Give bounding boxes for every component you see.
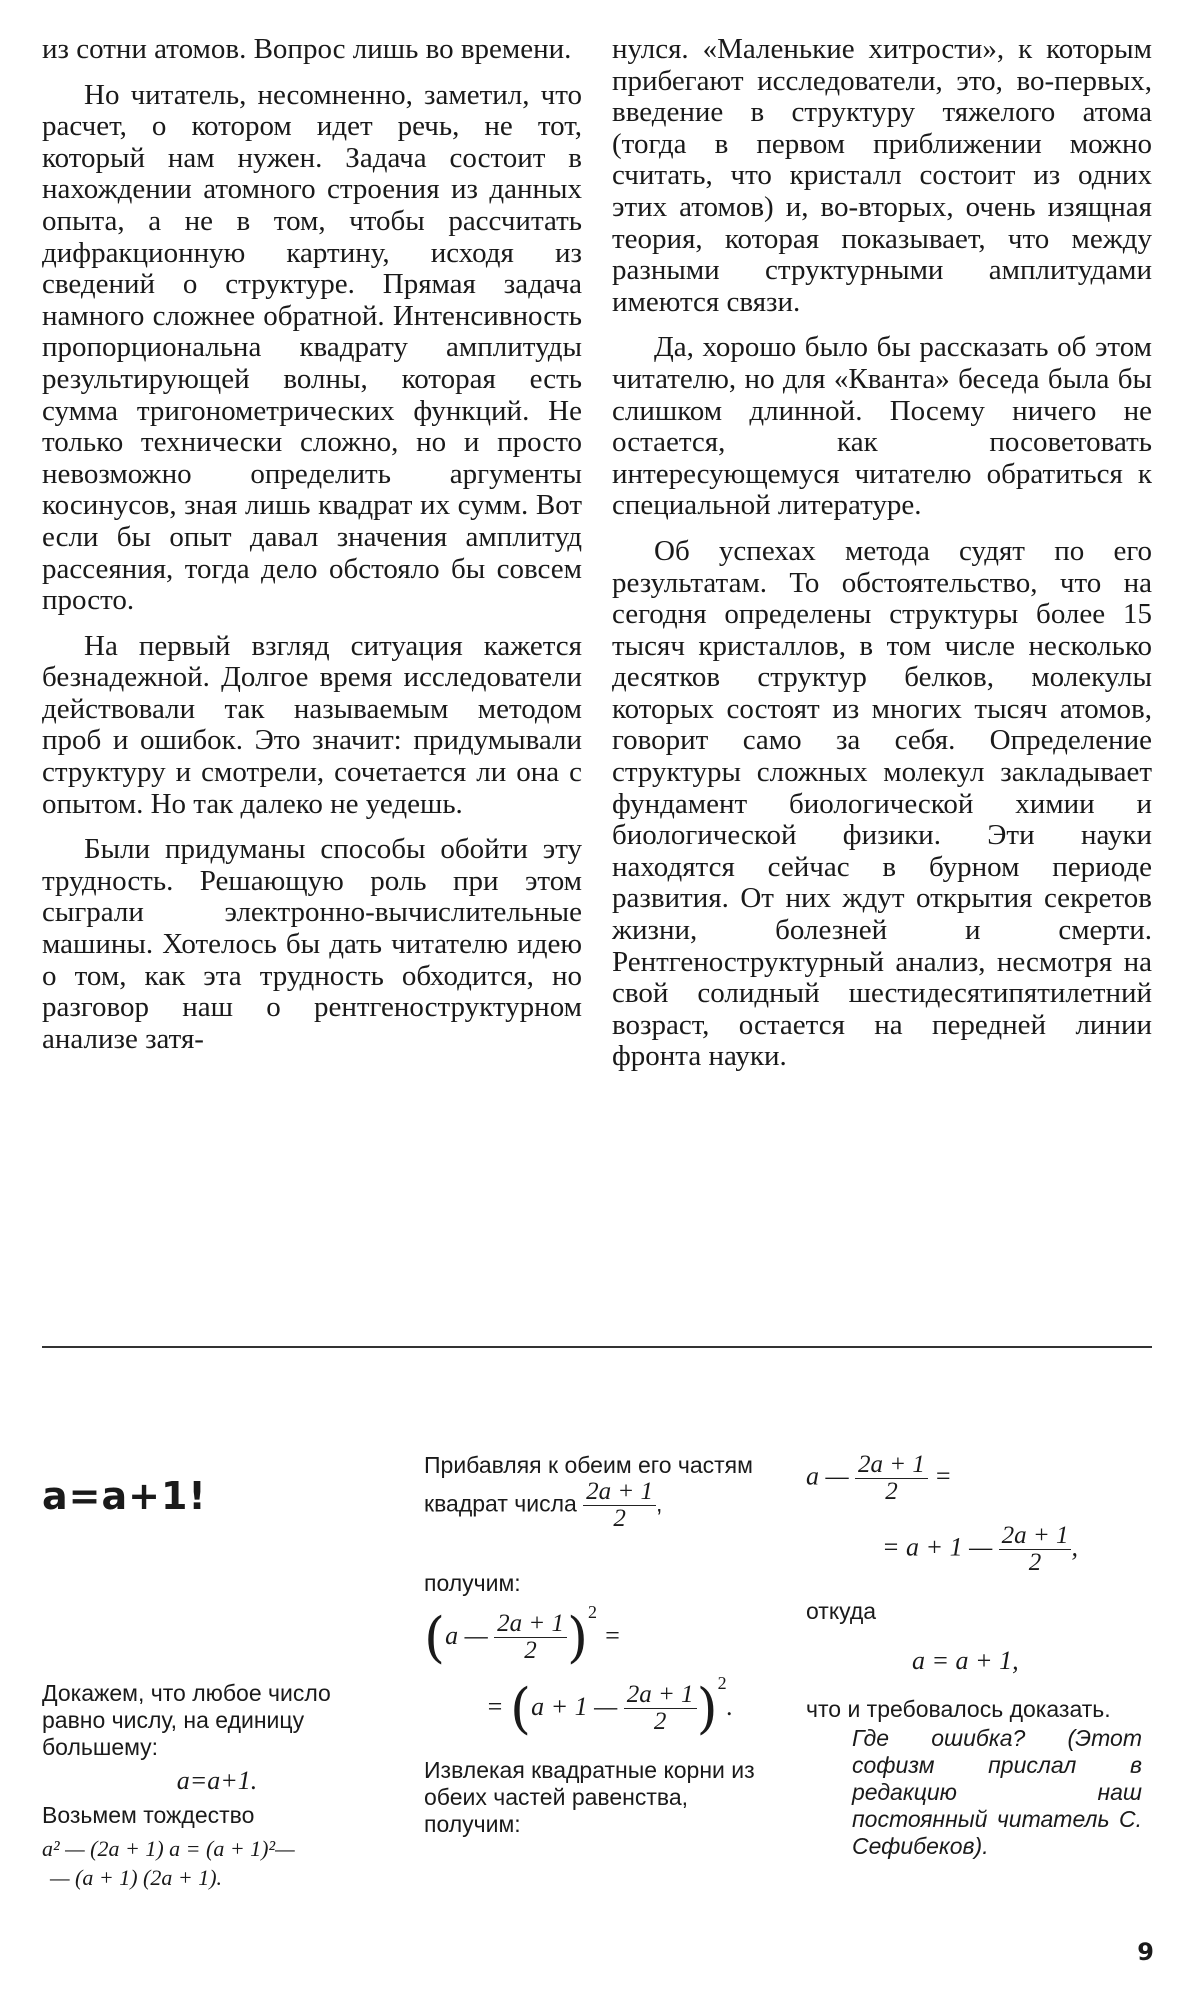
line1-a: a — [806, 1461, 849, 1491]
puzzle-claim: a=a+1. [176, 1766, 258, 1795]
paragraph: Об успехах метода судят по его результатам. То обстоятельство, что на сегодня определены структуры более 15 тысяч кристаллов, в том числе несколько десятков структур белков, молекулы которых состоят из многих тысяч атомов, говорит само за себя. Определение структуры сложных молекул закладывает фундамент биологической химии и биологической физики. Эти науки находятся сейчас в бурном периоде развития. От них ждут открытия секретов жизни, болезней и смерти. Рентгеноструктурный анализ, несмотря на свой солидный шестидесятипятилетний возраст, остается на передней линии фронта науки. [612, 534, 1152, 1073]
paragraph: из сотни атомов. Вопрос лишь во времени. [42, 33, 572, 65]
paragraph: нулся. «Маленькие хитрости», к которым прибегают исследователи, это, во-первых, введение в структуру тяжелого атома (тогда в первом приближении можно считать, что кристалл состоит из одних этих атомов) и, во-вторых, очень изящная теория, которая показывает, что между разными структурными амплитудами имеются связи. [612, 33, 1152, 318]
fraction-denominator: 2 [613, 1505, 626, 1532]
question-text: Где ошибка? (Этот софизм прислал в редакцию наш постоянный читатель С. Сефибеков). [852, 1725, 1142, 1859]
square-exponent: 2 [588, 1602, 598, 1622]
result-line-1 [806, 1452, 1166, 1505]
whence-text: откуда [806, 1598, 877, 1624]
period: . [726, 1691, 734, 1721]
puzzle-take: Возьмем тождество [42, 1802, 255, 1828]
squared-eq-lhs [424, 1599, 784, 1668]
open-paren: ( [510, 1676, 532, 1740]
equals-sign: = [603, 1621, 621, 1650]
close-paren: ) [566, 1605, 589, 1669]
puzzle-col-1 [42, 1680, 392, 1891]
paragraph: Были придуманы способы обойти эту трудность. Решающую роль при этом сыграли электронно-вычислительные машины. Хотелось бы дать читателю идею о том, как эта трудность обходится, но разговор наш о рентгеноструктурном анализе затя- [42, 833, 582, 1055]
result-equation: a = a + 1, [912, 1646, 1019, 1675]
fraction [624, 1682, 697, 1735]
close-paren: ) [696, 1676, 718, 1740]
comma: , [1071, 1532, 1078, 1562]
puzzle-title: a=a+1! [42, 1474, 207, 1518]
fraction-denominator: 2 [653, 1708, 667, 1736]
fraction-numerator: 2a + 1 [583, 1479, 656, 1506]
fraction-denominator: 2 [524, 1637, 537, 1665]
open-paren: ( [424, 1605, 446, 1669]
fraction [494, 1611, 567, 1664]
identity-line-1: a² — (2a + 1) a = (a + 1)²— [42, 1836, 295, 1861]
rhs-prefix: = [486, 1691, 511, 1721]
article-right-column [612, 34, 1152, 1073]
fraction-numerator: 2a + 1 [855, 1452, 928, 1479]
fraction-numerator: 2a + 1 [624, 1682, 697, 1709]
result-line-2 [806, 1523, 1166, 1576]
fraction [583, 1479, 656, 1532]
fraction-numerator: 2a + 1 [494, 1611, 567, 1638]
page-number: 9 [1137, 1938, 1154, 1966]
puzzle-col-3 [806, 1452, 1166, 1860]
add-text: Прибавляя к обеим его частям квадрат числа [424, 1452, 753, 1517]
paragraph: Но читатель, несомненно, заметил, что расчет, о котором идет речь, не тот, который нам нужен. Задача состоит в нахождении атомного строения из данных опыта, а не в том, чтобы рассчитать дифракционную картину, исходя из сведений о структуре. Прямая задача намного сложнее обратной. Интенсивность пропорциональна квадрату амплитуды результирующей волны, которая есть сумма тригонометрических функций. Не только технически сложно, но и просто невозможно определить аргументы косинусов, зная лишь квадрат их сумм. Вот если бы опыт давал значения амплитуд рассеяния, тогда дело обстояло бы совсем просто. [42, 78, 582, 617]
identity-line-2: — (a + 1) (2a + 1). [50, 1865, 223, 1890]
paragraph: На первый взгляд ситуация кажется безнадежной. Долгое время исследователи действовали так называемым методом проб и ошибок. Это значит: придумывали структуру и смотрели, сочетается ли она с опытом. Но так далеко не уедешь. [42, 629, 582, 820]
section-divider [42, 1346, 1152, 1348]
lhs-a: a — [445, 1621, 488, 1650]
fraction-denominator: 2 [885, 1478, 898, 1505]
qed-text: что и требовалось доказать. [806, 1696, 1111, 1722]
squared-eq-rhs [424, 1670, 784, 1739]
add-text-block [424, 1452, 764, 1532]
paragraph: Да, хорошо было бы рассказать об этом читателю, но для «Кванта» беседа была бы слишком длинной. Посему ничего не остается, как посоветовать интересующемуся читателю обратиться к специальной литературе. [612, 331, 1152, 522]
fraction [855, 1452, 928, 1505]
comma: , [656, 1490, 663, 1517]
get-text: получим: [424, 1570, 521, 1596]
fraction-numerator: 2a + 1 [999, 1523, 1072, 1550]
puzzle-col-2 [424, 1452, 784, 1838]
extract-text: Извлекая квадратные корни из обеих частей равенства, получим: [424, 1756, 755, 1837]
rhs-a: a + 1 — [531, 1691, 618, 1721]
line2-a: = a + 1 — [882, 1532, 993, 1562]
equals-sign: = [934, 1461, 952, 1491]
fraction-denominator: 2 [1028, 1549, 1042, 1576]
square-exponent: 2 [717, 1672, 727, 1693]
fraction [999, 1523, 1072, 1576]
puzzle-intro: Докажем, что любое число равно числу, на единицу большему: [42, 1680, 331, 1760]
article-left-column [42, 34, 582, 1055]
